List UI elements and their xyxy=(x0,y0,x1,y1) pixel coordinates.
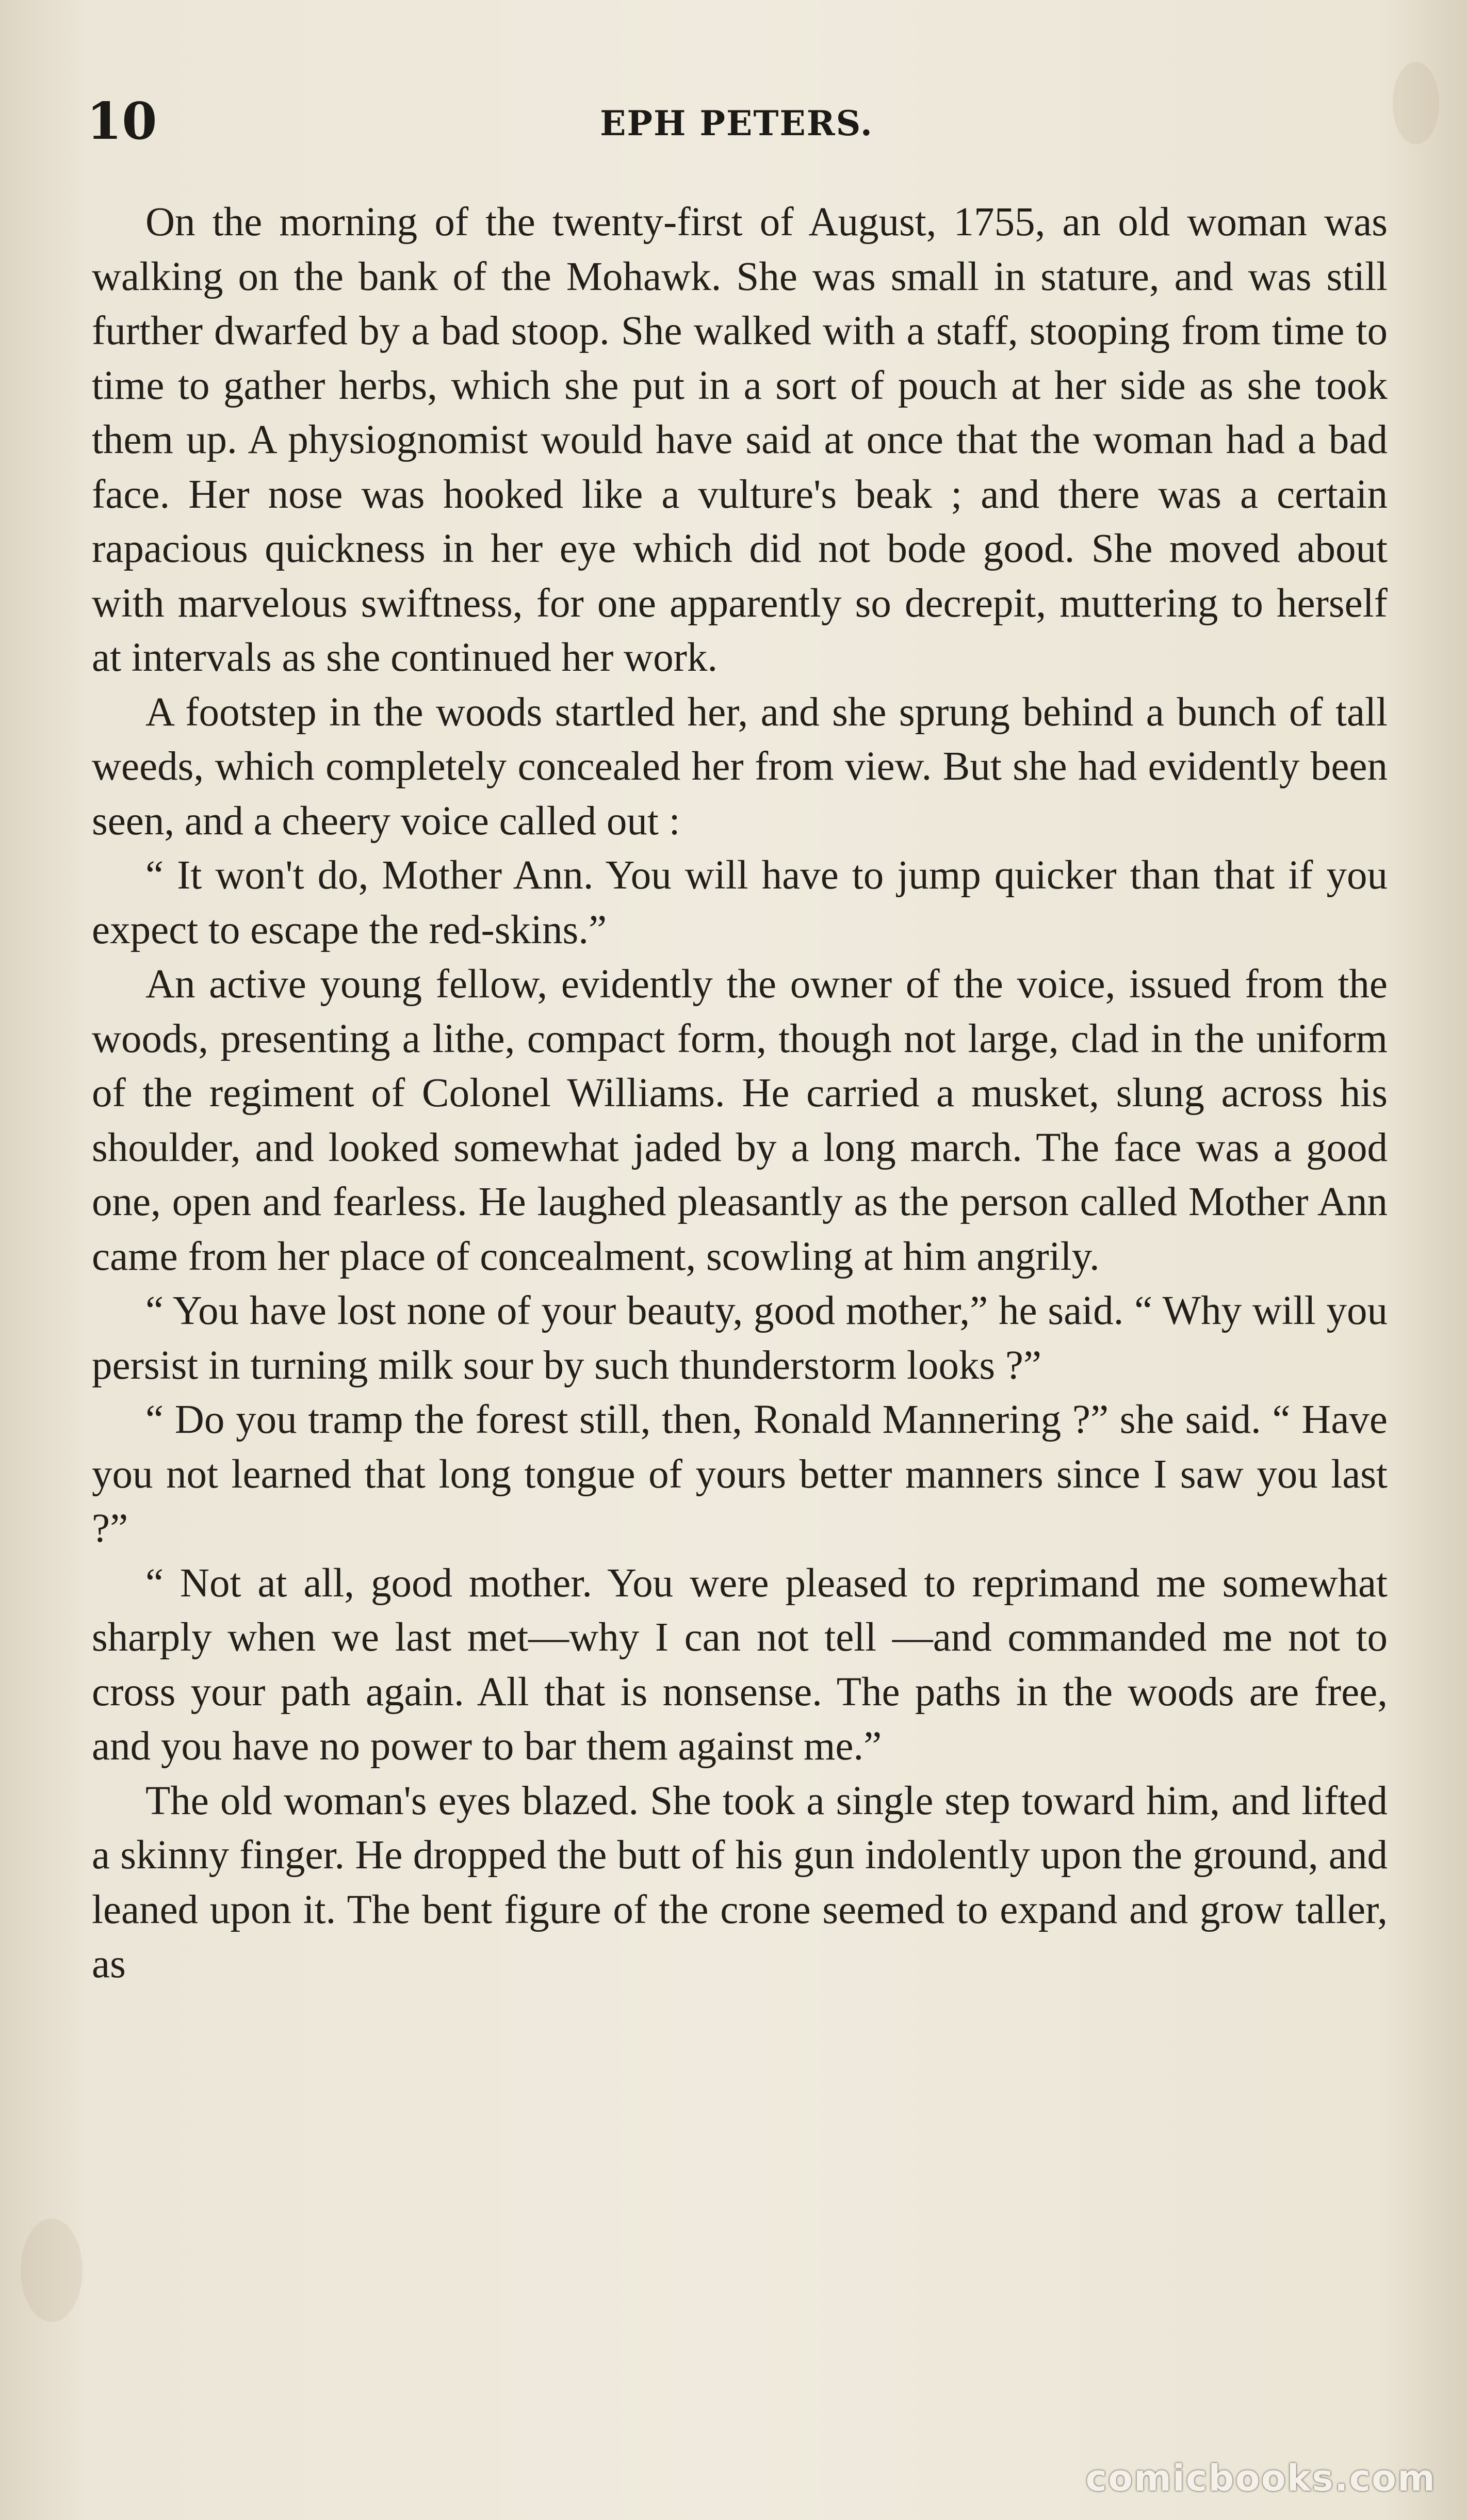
paragraph: On the morning of the twenty-first of August, 1755, an old woman was walking on the bank of the Mohawk. She was small in stature, and was still further dwarfed by a bad stoop. She walked with a staff, stooping from time to time to gather herbs, which she put in a sort of pouch at her side as she took them up. A physiognomist would have said at once that the woman had a bad face. Her nose was hooked like a vulture's beak ; and there was a certain rapacious quickness in her eye which did not bode good. She moved about with marvelous swiftness, for one apparently so decrepit, muttering to herself at intervals as she continued her work. xyxy=(92,200,1388,680)
paragraph: An active young fellow, evidently the owner of the voice, issued from the woods, presenting a lithe, compact form, though not large, clad in the uniform of the regiment of Colonel Williams. He carried a musket, slung across his shoulder, and looked somewhat jaded by a long march. The face was a good one, open and fearless. He laughed pleasantly as the person called Mother Ann came from her place of concealment, scowling at him angrily. xyxy=(92,962,1388,1279)
paragraph: “ It won't do, Mother Ann. You will have to jump quicker than that if you expect to escape the red-skins.” xyxy=(92,853,1388,952)
page-header xyxy=(87,92,1387,154)
paragraph: “ You have lost none of your beauty, good mother,” he said. “ Why will you persist in turning milk sour by such thunderstorm looks ?” xyxy=(92,1288,1388,1388)
paragraph: “ Do you tramp the forest still, then, Ronald Mannering ?” she said. “ Have you not learned that long tongue of yours better manners since I saw you last ?” xyxy=(92,1397,1388,1551)
page-body xyxy=(92,195,1388,1992)
paragraph: The old woman's eyes blazed. She took a single step toward him, and lifted a skinny finger. He dropped the butt of his gun indolently upon the ground, and leaned upon it. The bent figure of the crone seemed to expand and grow taller, as xyxy=(92,1778,1388,1986)
running-title: EPH PETERS. xyxy=(600,103,873,143)
paper-stain xyxy=(21,2219,83,2322)
paragraph: “ Not at all, good mother. You were pleased to reprimand me somewhat sharply when we last met—why I can not tell —and commanded me not to cross your path again. All that is nonsense. The paths in the woods are free, and you have no power to bar them against me.” xyxy=(92,1560,1388,1769)
page-number: 10 xyxy=(87,92,157,151)
paragraph: A footstep in the woods startled her, and she sprung behind a bunch of tall weeds, which completely concealed her from view. But she had evidently been seen, and a cheery voice called out : xyxy=(92,689,1388,844)
paper-stain xyxy=(1393,62,1439,144)
watermark: comicbooks.com xyxy=(1085,2457,1436,2499)
